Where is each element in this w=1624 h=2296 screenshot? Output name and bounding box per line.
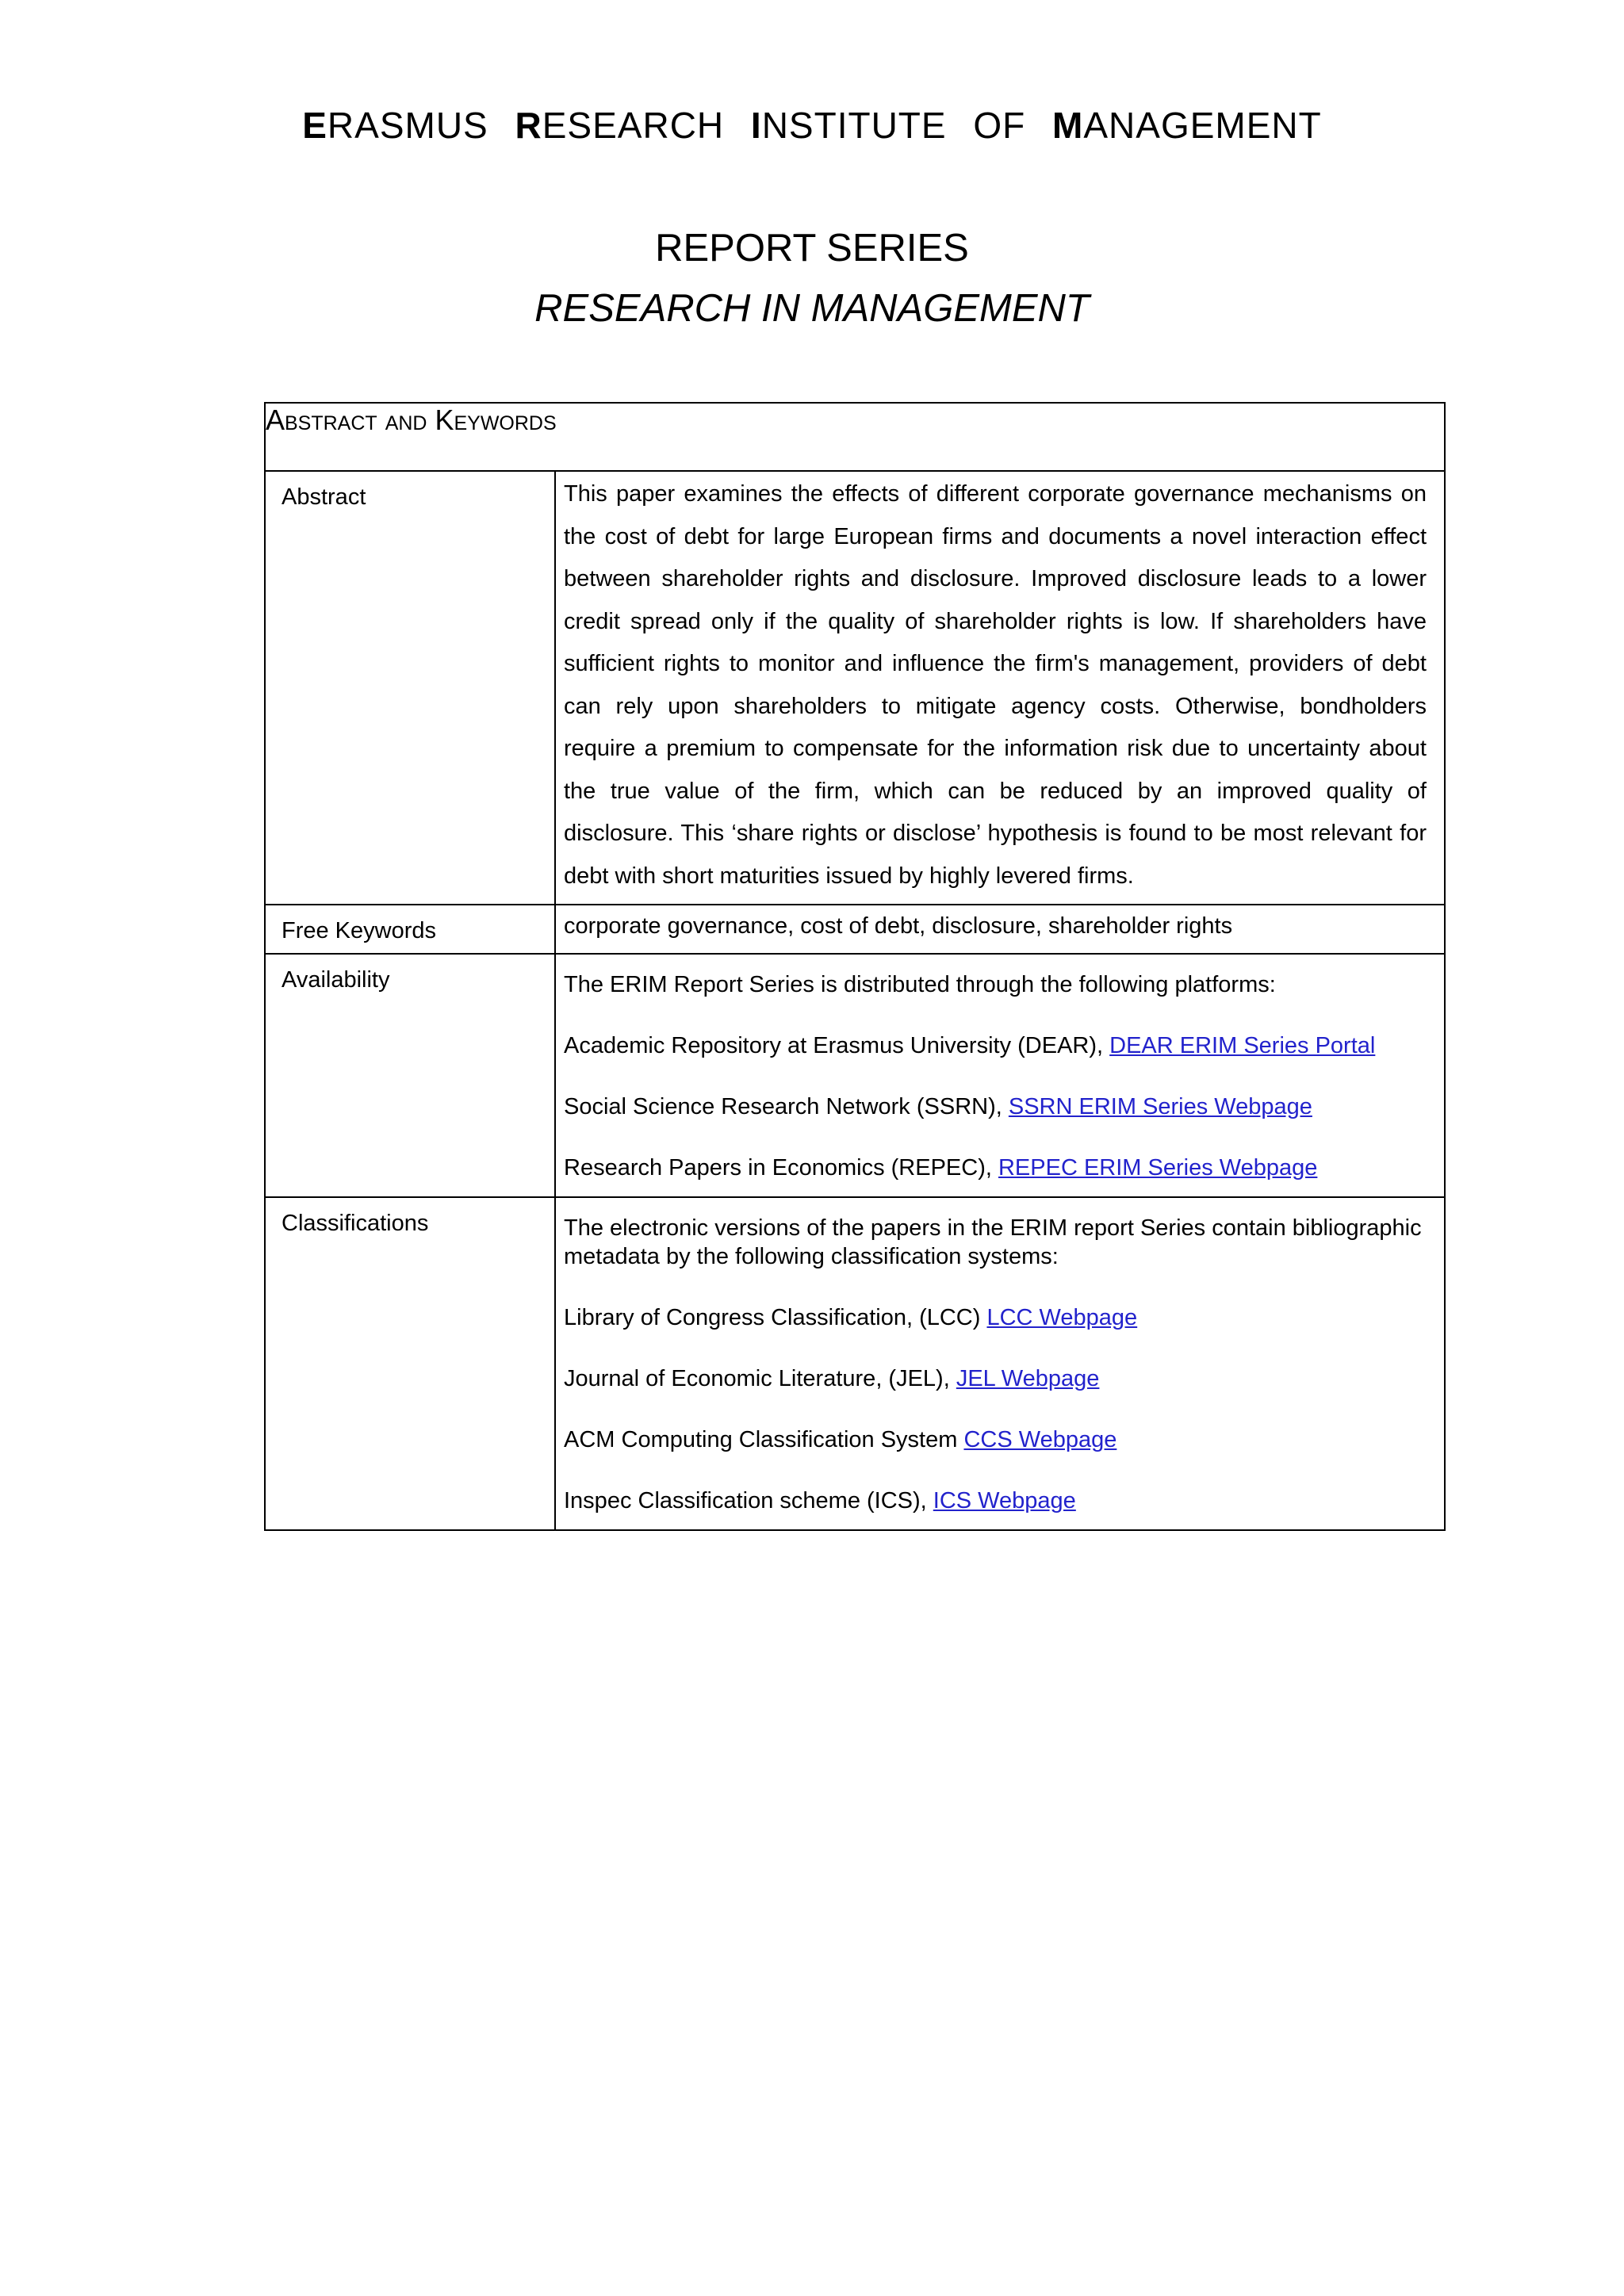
abstract-label: Abstract — [265, 471, 555, 905]
classifications-label: Classifications — [265, 1197, 555, 1530]
classification-entry-text: Journal of Economic Literature, (JEL), — [564, 1366, 956, 1391]
classification-entry-text: Library of Congress Classification, (LCC) — [564, 1305, 987, 1330]
abstract-keywords-table — [264, 402, 1446, 1531]
availability-row — [265, 954, 1445, 1197]
availability-entry-text: Research Papers in Economics (REPEC), — [564, 1155, 998, 1181]
availability-entry-repec — [564, 1154, 1427, 1182]
abstract-row — [265, 471, 1445, 905]
classifications-intro: The electronic versions of the papers in the ERIM report Series contain bibliographic metadata by the following classification systems: — [564, 1215, 1422, 1269]
classifications-value-cell — [555, 1197, 1445, 1530]
classifications-row — [265, 1197, 1445, 1530]
classification-entry-lcc — [564, 1303, 1427, 1332]
jel-webpage-link[interactable]: JEL Webpage — [956, 1366, 1100, 1391]
classification-entry-jel — [564, 1364, 1427, 1393]
availability-entry-dear — [564, 1031, 1427, 1060]
availability-value-cell — [555, 954, 1445, 1197]
keywords-label: Free Keywords — [265, 905, 555, 954]
classification-entry-text: Inspec Classification scheme (ICS), — [564, 1488, 933, 1513]
availability-entry-text: Academic Repository at Erasmus University (DEAR), — [564, 1033, 1110, 1058]
institute-name — [0, 101, 1624, 149]
keywords-text: corporate governance, cost of debt, disclosure, shareholder rights — [564, 913, 1233, 939]
ccs-webpage-link[interactable]: CCS Webpage — [963, 1427, 1117, 1452]
keywords-value-cell — [555, 905, 1445, 954]
ssrn-webpage-link[interactable]: SSRN ERIM Series Webpage — [1008, 1094, 1312, 1119]
series-subtitle: RESEARCH IN MANAGEMENT — [534, 287, 1090, 330]
table-header-row — [265, 403, 1445, 471]
availability-label: Availability — [265, 954, 555, 1197]
abstract-value-cell — [555, 471, 1445, 905]
dear-portal-link[interactable]: DEAR ERIM Series Portal — [1109, 1033, 1376, 1058]
availability-intro: The ERIM Report Series is distributed through the following platforms: — [564, 972, 1276, 997]
masthead-word-institute: INSTITUTE — [750, 105, 947, 146]
classification-entry-ics — [564, 1487, 1427, 1515]
classification-entry-ccs — [564, 1425, 1427, 1454]
abstract-text: This paper examines the effects of different corporate governance mechanisms on the cost of debt for large European firms and documents a novel interaction effect between shareholder rights and disclosure. Improved disclosure leads to a lower credit spread only if the quality of shareholder rights is low. If shareholders have sufficient rights to monitor and influence the firm's management, providers of debt can rely upon shareholders to mitigate agency costs. Otherwise, bondholders require a premium to compensate for the information risk due to uncertainty about the true value of the firm, which can be reduced by an improved quality of disclosure. This ‘share rights or disclose’ hypothesis is found to be most relevant for debt with short maturities issued by highly levered firms. — [564, 481, 1427, 889]
series-label: REPORT SERIES — [655, 227, 969, 270]
availability-entry-text: Social Science Research Network (SSRN), — [564, 1094, 1009, 1119]
repec-webpage-link[interactable]: REPEC ERIM Series Webpage — [998, 1155, 1318, 1181]
availability-entry-ssrn — [564, 1093, 1427, 1121]
keywords-row — [265, 905, 1445, 954]
masthead-word-of: OF — [973, 105, 1026, 146]
classification-entry-text: ACM Computing Classification System — [564, 1427, 964, 1452]
masthead-word-research: RESEARCH — [515, 105, 725, 146]
lcc-webpage-link[interactable]: LCC Webpage — [986, 1305, 1138, 1330]
masthead-word-erasmus: ERASMUS — [302, 105, 488, 146]
masthead-word-management: MANAGEMENT — [1052, 105, 1322, 146]
ics-webpage-link[interactable]: ICS Webpage — [933, 1488, 1076, 1513]
section-heading: Abstract and Keywords — [265, 403, 1445, 471]
